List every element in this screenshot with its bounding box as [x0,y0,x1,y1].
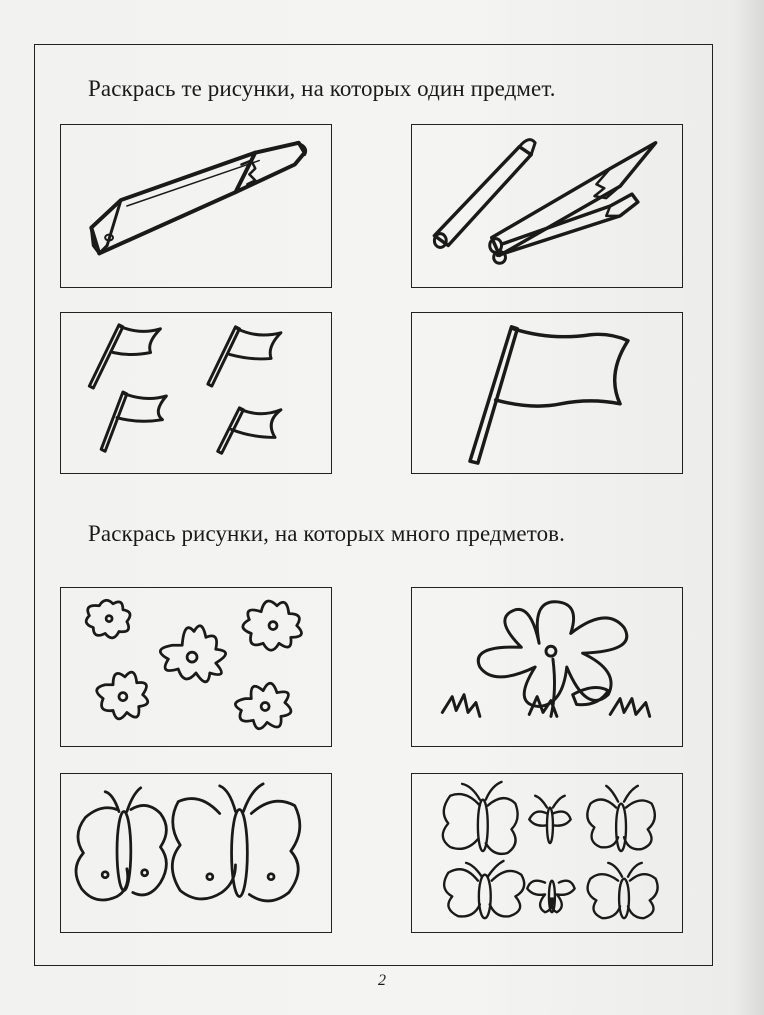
task-one-instruction: Раскрась те рисунки, на которых один предмет. [88,76,556,101]
butterflies-pair-icon [61,774,331,932]
flag-icon [412,313,682,473]
pencils-group-icon [412,125,682,287]
picture-one-flag[interactable] [411,312,683,474]
picture-one-pencil[interactable] [60,124,332,288]
picture-many-flowers[interactable] [60,587,332,747]
picture-many-flags[interactable] [60,312,332,474]
pencil-icon [61,125,331,287]
picture-one-flower[interactable] [411,587,683,747]
picture-many-butterflies[interactable] [411,773,683,933]
butterflies-group-icon [412,774,682,932]
task-two-instruction: Раскрась рисунки, на которых много предметов. [88,521,565,546]
flower-icon [412,588,682,746]
picture-many-pencils[interactable] [411,124,683,288]
flags-group-icon [61,313,331,473]
flowers-group-icon [61,588,331,746]
picture-two-butterflies[interactable] [60,773,332,933]
page-number: 2 [378,972,386,989]
